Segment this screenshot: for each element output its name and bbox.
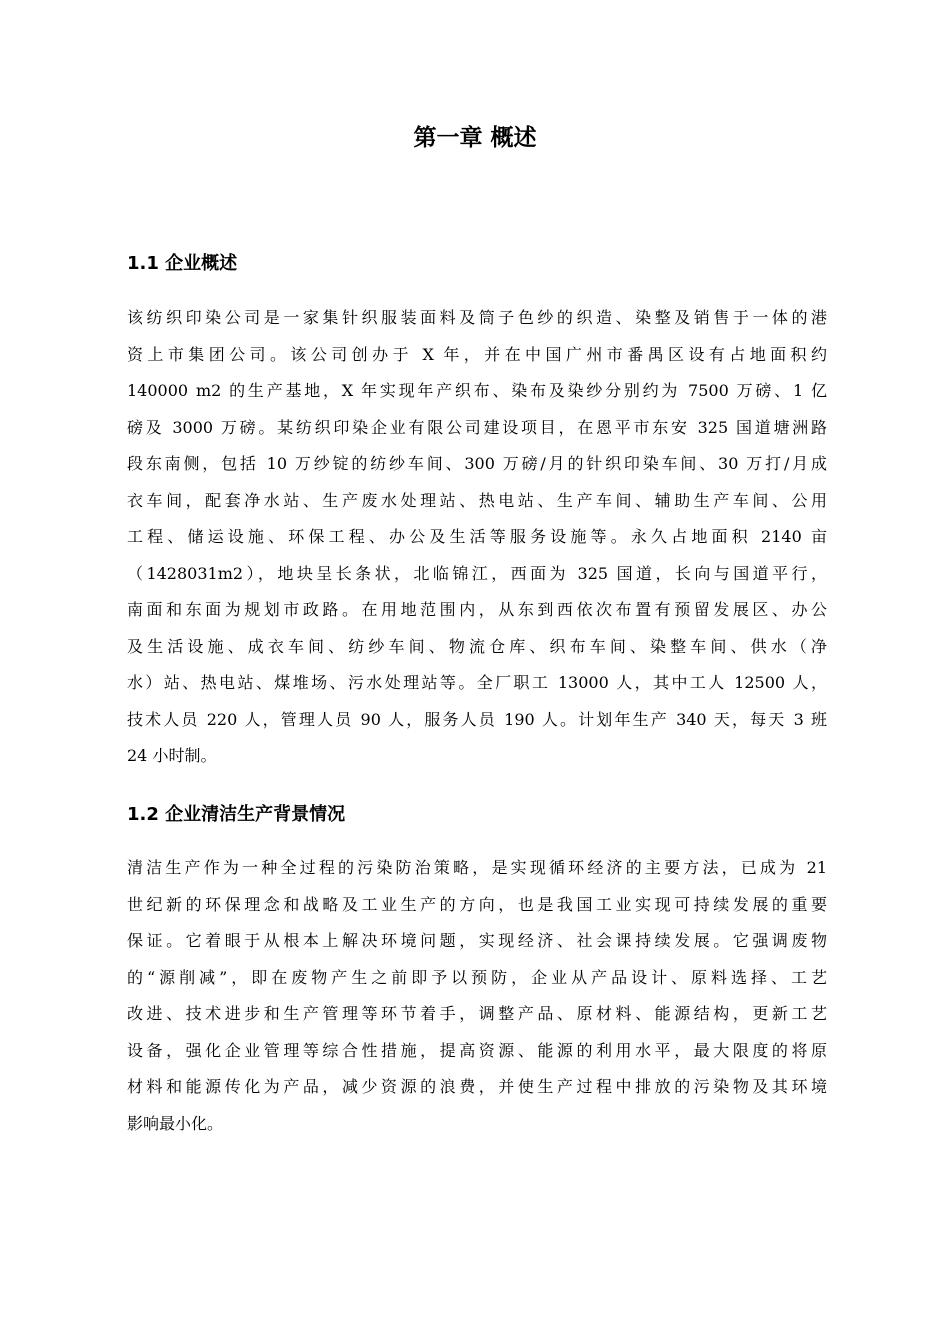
paragraph-line: 设备，强化企业管理等综合性措施，提高资源、能源的利用水平，最大限度的将原	[127, 1040, 827, 1060]
paragraph-company-overview	[127, 300, 827, 775]
paragraph-line: 保证。它着眼于从根本上解决环境问题，实现经济、社会课持续发展。它强调废物	[127, 931, 827, 950]
paragraph-line: 南面和东面为规划市政路。在用地范围内，从东到西依次布置有预留发展区、办公	[127, 600, 827, 619]
paragraph-line: 该纺织印染公司是一家集针织服装面料及筒子色纱的织造、染整及销售于一体的港	[127, 308, 827, 327]
section-heading-1-1: 1.1 企业概述	[127, 253, 238, 274]
paragraph-line: 磅及 3000 万磅。某纺织印染企业有限公司建设项目，在恩平市东安 325 国道塘洲路	[127, 417, 827, 437]
paragraph-line: 改进、技术进步和生产管理等环节着手，调整产品、原材料、能源结构，更新工艺	[127, 1004, 827, 1023]
section-heading-1-2: 1.2 企业清洁生产背景情况	[127, 804, 346, 825]
chapter-title: 第一章 概述	[413, 125, 537, 151]
paragraph-line: 技术人员 220 人，管理人员 90 人，服务人员 190 人。计划年生产 340 天，每天 3 班	[127, 709, 827, 729]
paragraph-line: 工程、储运设施、环保工程、办公及生活等服务设施等。永久占地面积 2140 亩	[127, 527, 827, 546]
paragraph-line: 140000 m2 的生产基地，X 年实现年产织布、染布及染纱分别约为 7500 万磅、1 亿	[127, 381, 827, 400]
paragraph-line: 段东南侧，包括 10 万纱锭的纺纱车间、300 万磅/月的针织印染车间、30 万打/月成	[127, 454, 827, 473]
paragraph-line: 衣车间，配套净水站、生产废水处理站、热电站、生产车间、辅助生产车间、公用	[127, 490, 827, 510]
paragraph-line: （1428031m2），地块呈长条状，北临锦江，西面为 325 国道，长向与国道平行，	[127, 563, 827, 583]
paragraph-line: 及生活设施、成衣车间、纺纱车间、物流仓库、织布车间、染整车间、供水（净	[127, 636, 827, 656]
paragraph-line: 清洁生产作为一种全过程的污染防治策略，是实现循环经济的主要方法，已成为 21	[127, 858, 827, 877]
paragraph-cleaner-production	[127, 850, 827, 1142]
paragraph-line: 影响最小化。	[127, 1113, 224, 1133]
paragraph-line: 水）站、热电站、煤堆场、污水处理站等。全厂职工 13000 人，其中工人 12500 人，	[127, 673, 827, 692]
paragraph-line: 资上市集团公司。该公司创办于 X 年，并在中国广州市番禺区设有占地面积约	[127, 344, 827, 364]
paragraph-line: 世纪新的环保理念和战略及工业生产的方向，也是我国工业实现可持续发展的重要	[127, 894, 827, 914]
paragraph-line: 24 小时制。	[127, 746, 217, 765]
paragraph-line: 的“源削减”，即在废物产生之前即予以预防，企业从产品设计、原料选择、工艺	[127, 967, 827, 987]
paragraph-line: 材料和能源传化为产品，减少资源的浪费，并使生产过程中排放的污染物及其环境	[127, 1077, 827, 1096]
